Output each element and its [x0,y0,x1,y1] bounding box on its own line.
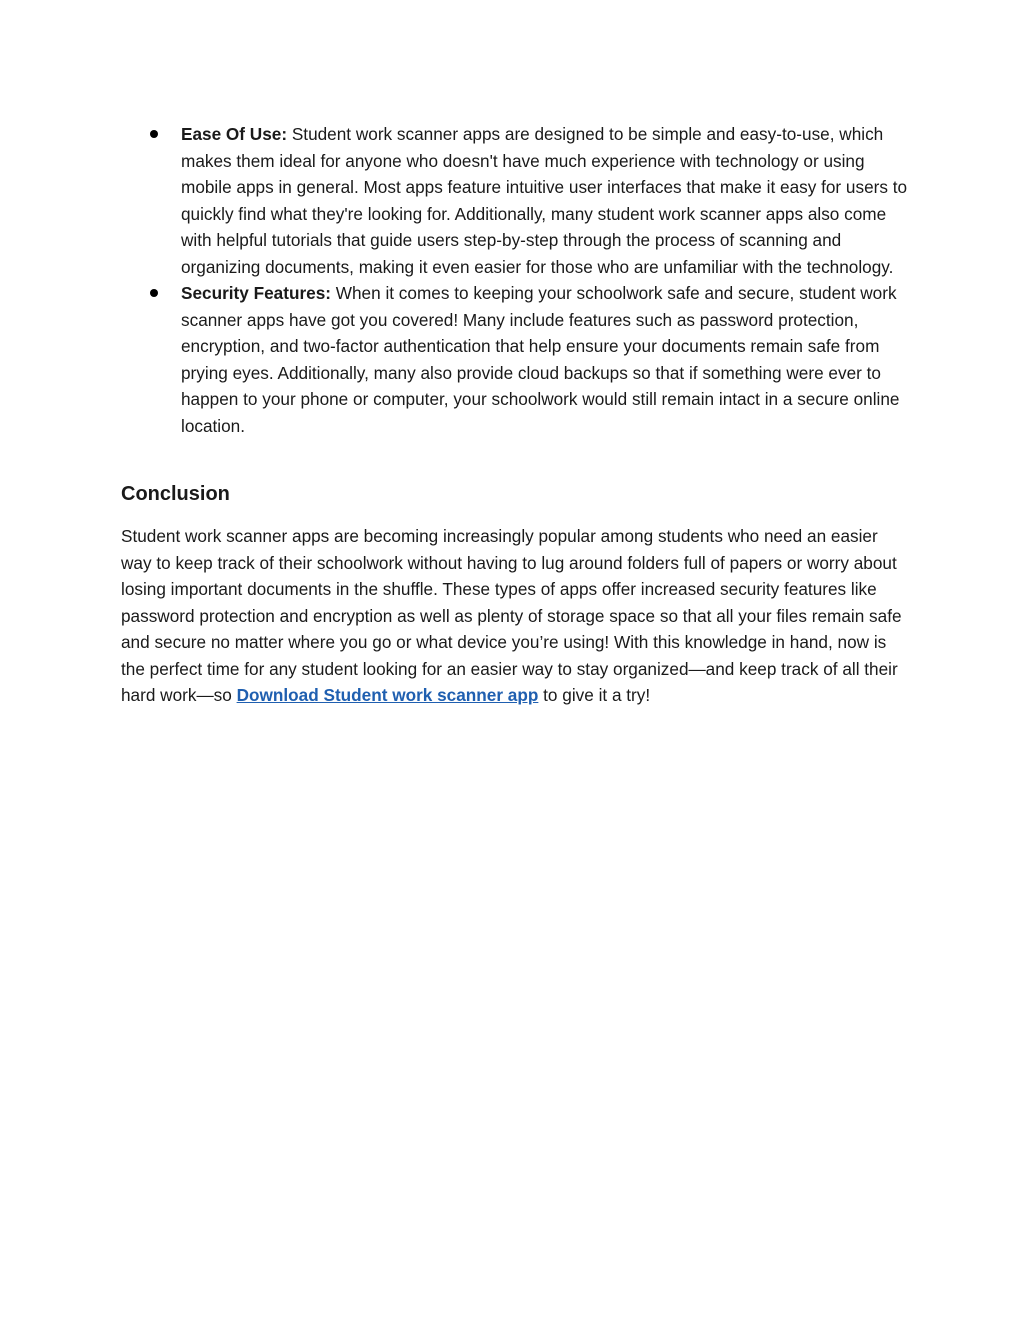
feature-list [121,121,911,439]
list-item [121,121,911,280]
list-item [121,280,911,439]
feature-term: Security Features: [181,283,331,303]
bullet-icon [150,130,158,138]
conclusion-paragraph [121,523,911,709]
feature-text: Student work scanner apps are designed to be simple and easy-to-use, which makes them ideal for anyone who doesn't have much experience with technology or using mobile apps in general. Most apps feature intuitive user interfaces that make it easy for users to quickly find what they're looking for. Additionally, many student work scanner apps also come with helpful tutorials that guide users step-by-step through the process of scanning and organizing documents, making it even easier for those who are unfamiliar with the technology. [181,124,908,277]
bullet-icon [150,289,158,297]
conclusion-tail: to give it a try! [543,685,651,705]
conclusion-body: Student work scanner apps are becoming increasingly popular among students who need an easier way to keep track of their schoolwork without having to lug around folders full of papers or worry about losing important documents in the shuffle. These types of apps offer increased security features like password protection and encryption as well as plenty of storage space so that all your files remain safe and secure no matter where you go or what device you’re using! With this knowledge in hand, now is the perfect time for any student looking for an easier way to stay organized—and keep track of all their hard work—so [121,526,902,705]
section-heading: Conclusion [121,483,230,505]
feature-term: Ease Of Use: [181,124,288,144]
download-app-link[interactable]: Download Student work scanner app [236,685,539,705]
feature-text: When it comes to keeping your schoolwork safe and secure, student work scanner apps have got you covered! Many include features such as password protection, encryption, and two-factor authentication that help ensure your documents remain safe from prying eyes. Additionally, many also provide cloud backups so that if something were ever to happen to your phone or computer, your schoolwork would still remain intact in a secure online location. [181,283,900,436]
